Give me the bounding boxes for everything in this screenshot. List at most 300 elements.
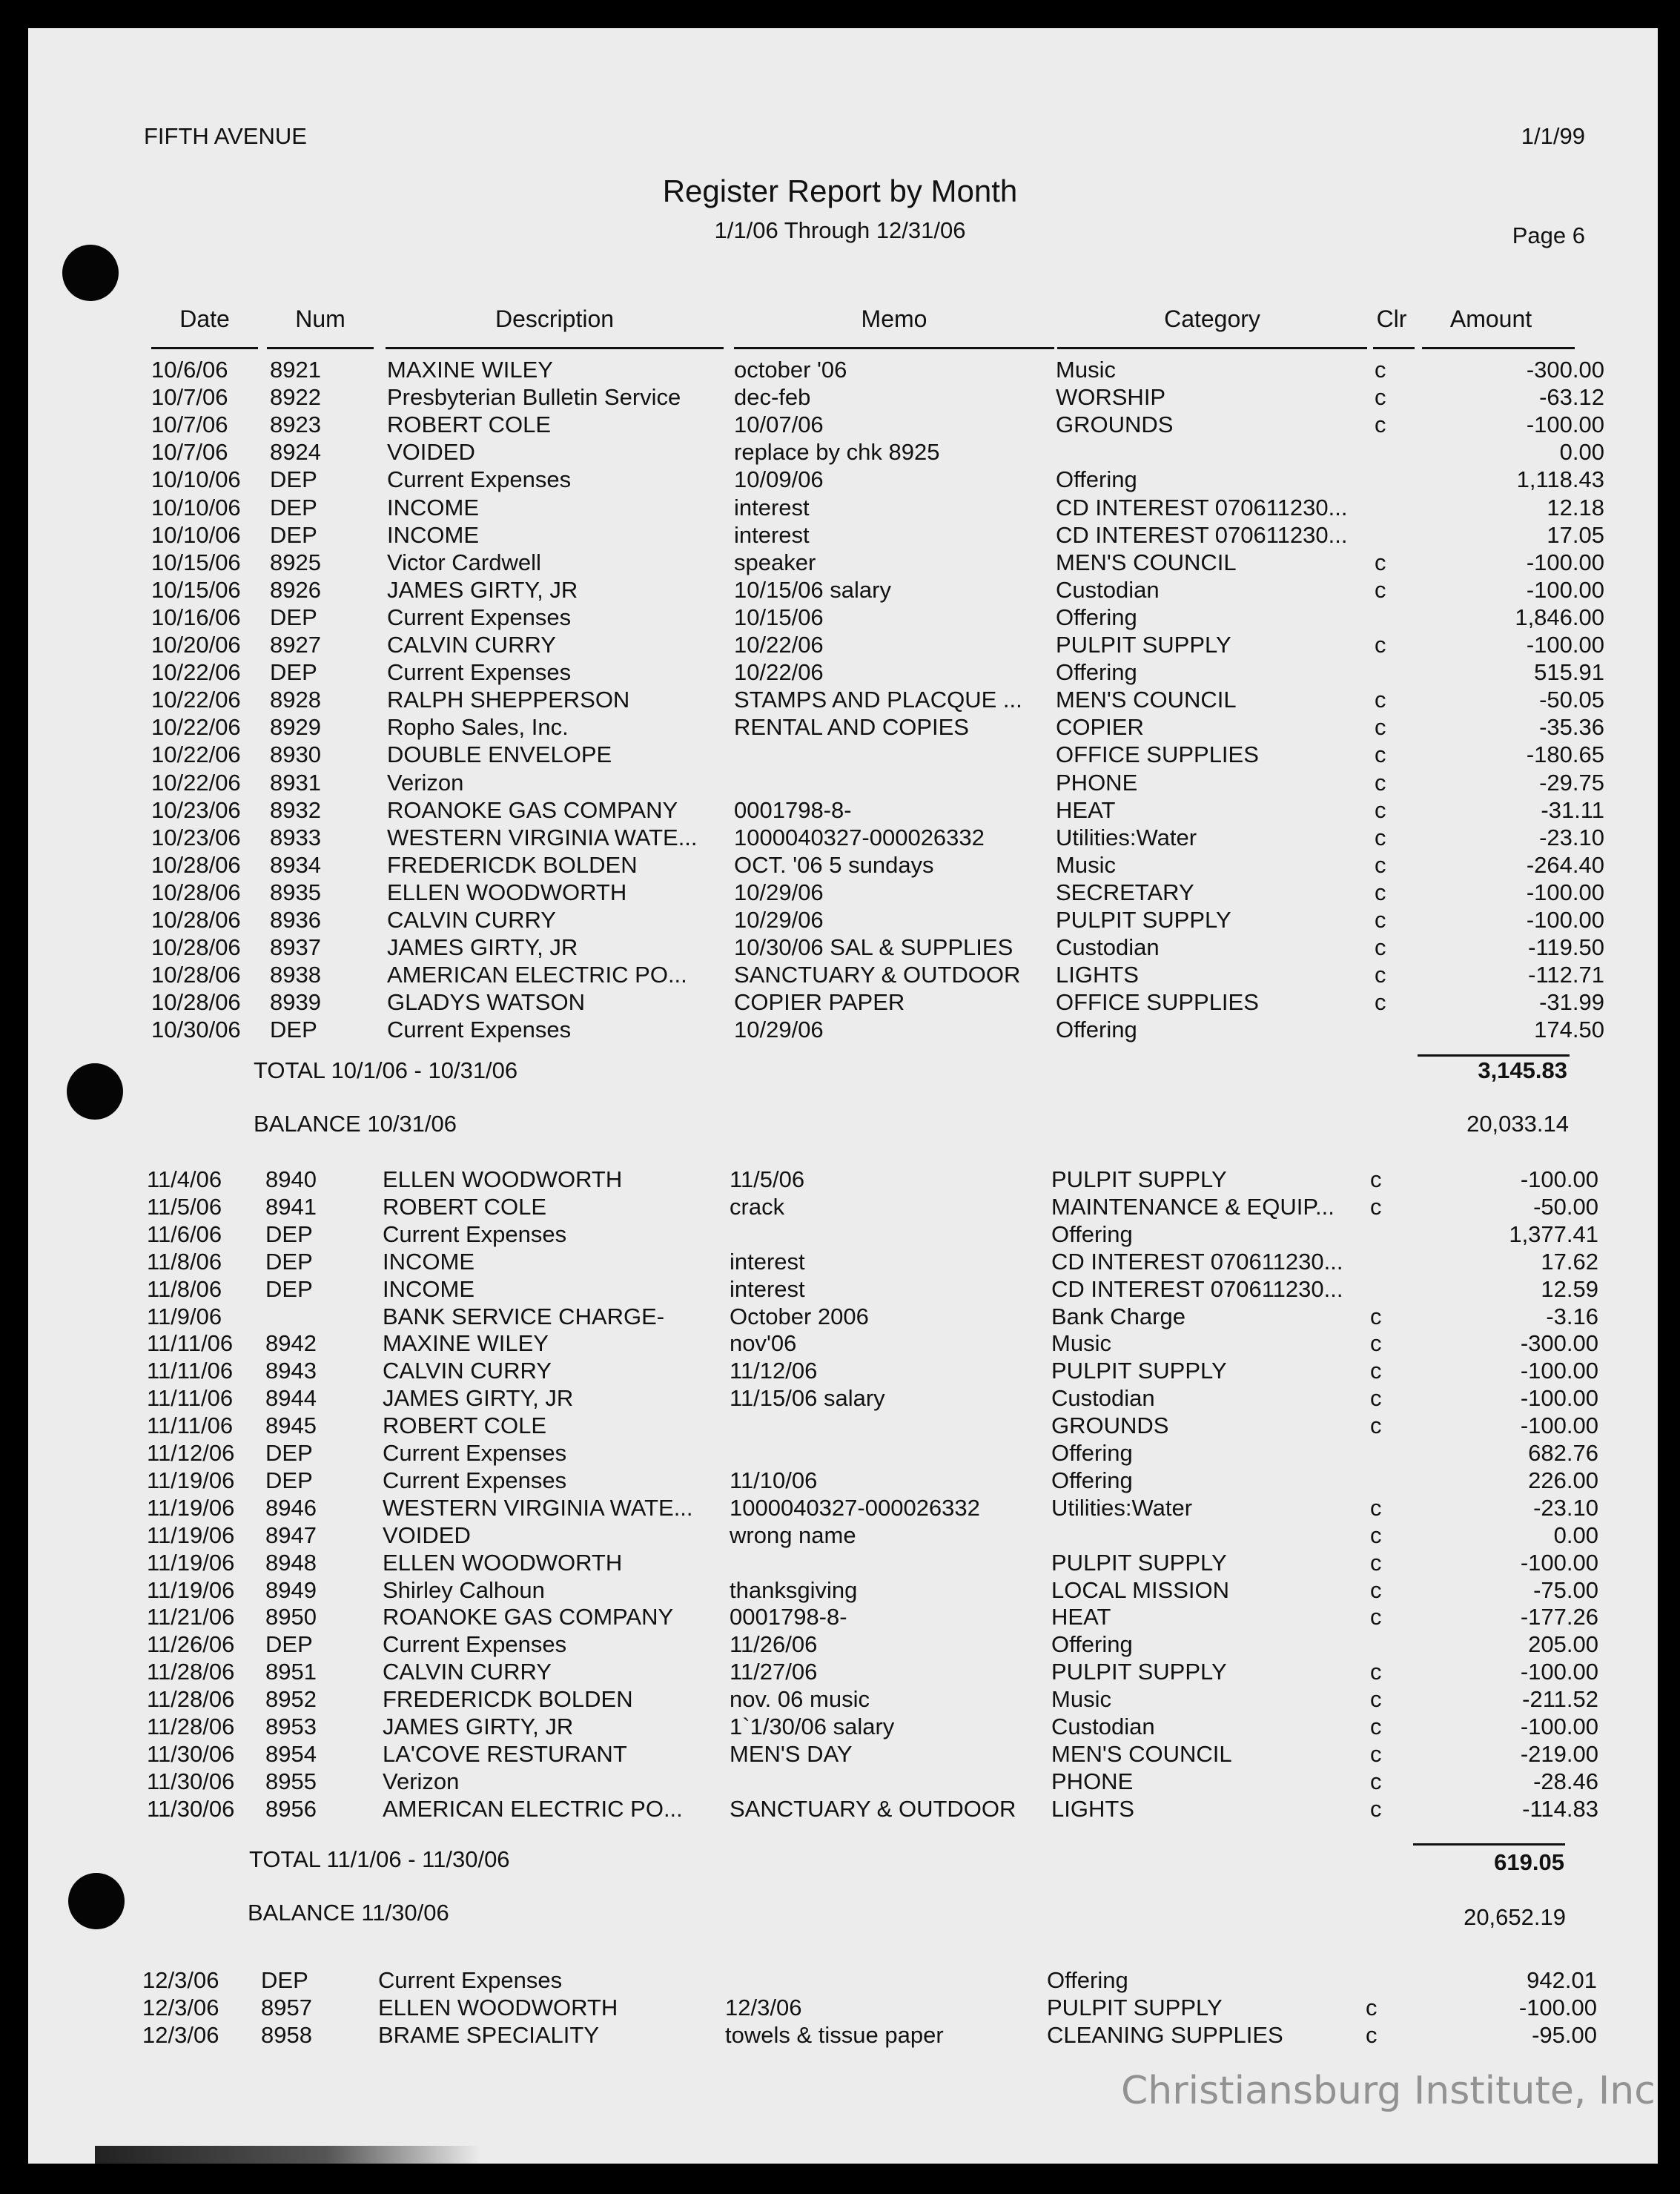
cell-num: 8956	[265, 1795, 317, 1822]
table-row	[147, 1494, 1598, 1521]
october-total-label: TOTAL 10/1/06 - 10/31/06	[254, 1057, 518, 1083]
cell-description: Verizon	[383, 1768, 460, 1794]
cell-clr: c	[1375, 851, 1386, 878]
punch-hole-bottom	[68, 1873, 125, 1929]
cell-date: 10/22/06	[151, 659, 241, 686]
cell-memo: replace by chk 8925	[734, 439, 940, 466]
cell-memo: 11/26/06	[730, 1631, 818, 1658]
cell-date: 11/11/06	[147, 1412, 234, 1439]
cell-memo: 10/09/06	[734, 466, 824, 493]
cell-num: DEP	[265, 1440, 313, 1466]
cell-memo: MEN'S DAY	[730, 1740, 853, 1767]
cell-amount: -100.00	[1526, 412, 1604, 438]
cell-description: ELLEN WOODWORTH	[383, 1549, 623, 1576]
table-row	[147, 1713, 1598, 1740]
table-row	[151, 934, 1604, 961]
cell-num: DEP	[265, 1631, 313, 1658]
cell-amount: 226.00	[1528, 1467, 1598, 1493]
cell-description: Current Expenses	[387, 659, 572, 686]
cell-category: WORSHIP	[1056, 384, 1166, 411]
cell-num: 8951	[265, 1659, 317, 1685]
october-balance-label: BALANCE 10/31/06	[254, 1111, 457, 1137]
cell-num: 8957	[261, 1994, 312, 2020]
cell-clr: c	[1370, 1686, 1382, 1713]
cell-num: DEP	[265, 1248, 313, 1275]
cell-clr: c	[1375, 357, 1386, 383]
cell-clr: c	[1370, 1330, 1382, 1357]
cell-date: 10/28/06	[151, 879, 241, 905]
table-row	[151, 961, 1604, 988]
cell-num: 8941	[265, 1193, 317, 1220]
cell-clr: c	[1375, 962, 1386, 988]
cell-category: LOCAL MISSION	[1051, 1576, 1230, 1603]
cell-category: PULPIT SUPPLY	[1056, 632, 1231, 658]
cell-description: MAXINE WILEY	[383, 1330, 549, 1357]
cell-description: INCOME	[383, 1275, 474, 1302]
cell-num: 8944	[265, 1385, 317, 1412]
cell-num: 8949	[265, 1576, 317, 1603]
header-rule	[151, 347, 258, 349]
cell-clr: c	[1370, 1576, 1382, 1603]
cell-amount: -100.00	[1518, 1994, 1597, 2020]
cell-memo: COPIER PAPER	[734, 989, 905, 1016]
cell-category: COPIER	[1056, 714, 1144, 741]
cell-date: 10/22/06	[151, 714, 241, 741]
cell-category: Custodian	[1051, 1385, 1155, 1412]
cell-clr: c	[1375, 796, 1386, 823]
cell-memo: nov. 06 music	[730, 1686, 870, 1713]
cell-description: ROANOKE GAS COMPANY	[383, 1604, 674, 1630]
cell-memo: OCT. '06 5 sundays	[734, 851, 934, 878]
cell-memo: 10/22/06	[734, 632, 824, 658]
table-row	[147, 1795, 1598, 1823]
cell-category: HEAT	[1056, 796, 1116, 823]
table-row	[147, 1658, 1598, 1685]
cell-date: 10/7/06	[151, 412, 228, 438]
cell-category: PULPIT SUPPLY	[1051, 1166, 1227, 1192]
header-rule	[1057, 347, 1367, 349]
cell-date: 10/10/06	[151, 466, 241, 493]
cell-num: 8929	[270, 714, 321, 741]
cell-date: 10/28/06	[151, 934, 241, 961]
cell-clr: c	[1370, 1494, 1382, 1521]
cell-category: Music	[1056, 851, 1116, 878]
cell-category: Offering	[1051, 1467, 1133, 1493]
table-row	[147, 1576, 1598, 1604]
cell-memo: RENTAL AND COPIES	[734, 714, 969, 741]
column-header-date: Date	[179, 305, 230, 332]
cell-description: BANK SERVICE CHARGE-	[383, 1303, 665, 1329]
november-balance-label: BALANCE 11/30/06	[248, 1900, 449, 1926]
cell-num: 8937	[270, 934, 321, 961]
cell-amount: -23.10	[1539, 824, 1604, 850]
table-row	[151, 686, 1604, 713]
cell-description: Current Expenses	[387, 466, 572, 493]
cell-amount: 1,118.43	[1516, 466, 1604, 493]
cell-date: 11/28/06	[147, 1659, 235, 1685]
cell-memo: 10/29/06	[734, 907, 824, 933]
cell-memo: 10/22/06	[734, 659, 824, 686]
cell-category: PULPIT SUPPLY	[1051, 1358, 1227, 1384]
cell-date: 10/10/06	[151, 521, 241, 548]
cell-amount: 942.01	[1527, 1967, 1597, 1993]
cell-memo: October 2006	[730, 1303, 869, 1329]
cell-num: DEP	[265, 1220, 313, 1247]
cell-category: Offering	[1047, 1967, 1128, 1993]
cell-amount: -100.00	[1520, 1549, 1598, 1576]
cell-category: Offering	[1051, 1631, 1133, 1658]
cell-category: Custodian	[1056, 934, 1160, 961]
cell-num: 8936	[270, 907, 321, 933]
cell-category: LIGHTS	[1056, 962, 1139, 988]
cell-date: 11/11/06	[147, 1358, 234, 1384]
table-row	[151, 494, 1604, 521]
cell-date: 11/30/06	[147, 1795, 235, 1822]
cell-amount: -177.26	[1520, 1604, 1598, 1630]
cell-clr: c	[1370, 1795, 1382, 1822]
cell-memo: 10/15/06 salary	[734, 576, 891, 603]
cell-clr: c	[1375, 741, 1386, 768]
october-balance-amount: 20,033.14	[1466, 1111, 1569, 1137]
print-date: 1/1/99	[1521, 123, 1585, 149]
cell-num: DEP	[265, 1275, 313, 1302]
cell-clr: c	[1375, 384, 1386, 411]
cell-date: 11/26/06	[147, 1631, 235, 1658]
cell-clr: c	[1375, 989, 1386, 1016]
table-row	[147, 1439, 1598, 1467]
report-title: Register Report by Month	[662, 174, 1018, 208]
cell-memo: SANCTUARY & OUTDOOR	[730, 1795, 1016, 1822]
cell-num: 8927	[270, 632, 321, 658]
cell-memo: 0001798-8-	[734, 796, 852, 823]
cell-category: GROUNDS	[1051, 1412, 1169, 1439]
table-row	[147, 1329, 1598, 1357]
table-row	[151, 631, 1604, 658]
cell-amount: -31.99	[1539, 989, 1604, 1016]
cell-num: 8932	[270, 796, 321, 823]
cell-description: BRAME SPECIALITY	[378, 2021, 600, 2048]
table-row	[151, 769, 1604, 796]
cell-amount: -75.00	[1533, 1576, 1598, 1603]
cell-clr: c	[1370, 1768, 1382, 1794]
cell-amount: 205.00	[1528, 1631, 1598, 1658]
cell-amount: -100.00	[1520, 1659, 1598, 1685]
cell-date: 10/22/06	[151, 741, 241, 768]
table-row	[147, 1275, 1598, 1303]
cell-description: VOIDED	[383, 1521, 471, 1548]
cell-category: PHONE	[1051, 1768, 1134, 1794]
cell-amount: -100.00	[1526, 879, 1604, 905]
cell-category: Offering	[1056, 466, 1137, 493]
cell-date: 10/22/06	[151, 687, 241, 713]
cell-memo: 11/15/06 salary	[730, 1385, 885, 1412]
cell-clr: c	[1370, 1412, 1382, 1439]
cell-description: JAMES GIRTY, JR	[383, 1714, 574, 1739]
october-total-amount: 3,145.83	[1478, 1057, 1567, 1083]
cell-num: 8942	[265, 1330, 317, 1357]
cell-num: 8926	[270, 576, 321, 603]
cell-category: CD INTEREST 070611230...	[1056, 521, 1348, 548]
cell-description: ELLEN WOODWORTH	[383, 1166, 623, 1192]
cell-num: 8925	[270, 549, 321, 575]
cell-amount: -300.00	[1520, 1330, 1598, 1357]
cell-num: DEP	[270, 659, 317, 686]
cell-amount: -95.00	[1532, 2021, 1597, 2048]
cell-amount: -100.00	[1520, 1714, 1598, 1739]
cell-memo: 0001798-8-	[730, 1604, 847, 1630]
cell-date: 11/9/06	[147, 1303, 222, 1329]
cell-category: MEN'S COUNCIL	[1056, 549, 1237, 575]
cell-date: 11/19/06	[147, 1494, 235, 1521]
cell-num: DEP	[270, 466, 317, 493]
punch-hole-top	[62, 245, 119, 301]
cell-category: Offering	[1056, 1017, 1137, 1043]
cell-description: Verizon	[387, 769, 464, 796]
cell-clr: c	[1370, 1549, 1382, 1576]
cell-category: PULPIT SUPPLY	[1051, 1549, 1227, 1576]
table-row	[142, 1994, 1597, 2021]
cell-category: LIGHTS	[1051, 1795, 1134, 1822]
scan-edge-smudge	[95, 2146, 480, 2164]
cell-date: 10/7/06	[151, 439, 228, 466]
table-row	[147, 1549, 1598, 1576]
cell-memo: interest	[730, 1248, 805, 1275]
cell-amount: -100.00	[1520, 1385, 1598, 1412]
cell-num: DEP	[265, 1467, 313, 1493]
cell-amount: 17.62	[1541, 1248, 1598, 1275]
cell-description: Ropho Sales, Inc.	[387, 714, 569, 741]
cell-date: 10/10/06	[151, 494, 241, 521]
cell-clr: c	[1370, 1521, 1382, 1548]
cell-memo: speaker	[734, 549, 816, 575]
cell-memo: interest	[730, 1275, 805, 1302]
cell-amount: -28.46	[1533, 1768, 1598, 1794]
cell-description: Presbyterian Bulletin Service	[387, 384, 681, 411]
cell-category: PHONE	[1056, 769, 1138, 796]
cell-category: Offering	[1051, 1220, 1133, 1247]
cell-amount: -100.00	[1520, 1166, 1598, 1192]
cell-description: Current Expenses	[383, 1220, 567, 1247]
cell-memo: october '06	[734, 357, 847, 383]
table-row	[151, 411, 1604, 438]
table-row	[147, 1412, 1598, 1439]
table-row	[147, 1768, 1598, 1795]
cell-category: Custodian	[1051, 1714, 1155, 1739]
cell-category: CD INTEREST 070611230...	[1051, 1248, 1343, 1275]
cell-num: 8948	[265, 1549, 317, 1576]
cell-description: ROBERT COLE	[383, 1412, 547, 1439]
table-row	[147, 1303, 1598, 1330]
table-row	[147, 1630, 1598, 1658]
cell-date: 11/28/06	[147, 1714, 235, 1739]
cell-amount: -300.00	[1526, 357, 1604, 383]
cell-date: 12/3/06	[142, 1994, 219, 2020]
cell-memo: crack	[730, 1193, 785, 1220]
cell-category: OFFICE SUPPLIES	[1056, 989, 1259, 1016]
cell-date: 11/30/06	[147, 1740, 235, 1767]
watermark: Christiansburg Institute, Inc	[1121, 2069, 1656, 2113]
cell-amount: 12.18	[1547, 494, 1604, 521]
cell-date: 11/19/06	[147, 1576, 235, 1603]
cell-description: CALVIN CURRY	[387, 632, 556, 658]
cell-amount: -50.05	[1539, 687, 1604, 713]
cell-date: 10/28/06	[151, 962, 241, 988]
cell-clr: c	[1375, 769, 1386, 796]
cell-date: 11/19/06	[147, 1467, 235, 1493]
table-row	[151, 438, 1604, 466]
cell-clr: c	[1370, 1604, 1382, 1630]
cell-description: MAXINE WILEY	[387, 357, 553, 383]
cell-date: 11/8/06	[147, 1275, 222, 1302]
cell-amount: 0.00	[1553, 1521, 1598, 1548]
cell-clr: c	[1370, 1714, 1382, 1739]
cell-clr: c	[1375, 576, 1386, 603]
cell-clr: c	[1375, 632, 1386, 658]
cell-num: 8921	[270, 357, 321, 383]
cell-description: CALVIN CURRY	[383, 1358, 552, 1384]
cell-memo: 10/15/06	[734, 604, 824, 630]
cell-description: CALVIN CURRY	[387, 907, 556, 933]
cell-date: 11/21/06	[147, 1604, 235, 1630]
cell-category: MEN'S COUNCIL	[1051, 1740, 1232, 1767]
cell-date: 11/30/06	[147, 1768, 235, 1794]
cell-description: Current Expenses	[387, 604, 572, 630]
cell-description: ELLEN WOODWORTH	[387, 879, 627, 905]
november-total-label: TOTAL 11/1/06 - 11/30/06	[249, 1846, 510, 1872]
cell-date: 11/11/06	[147, 1330, 234, 1357]
cell-date: 10/23/06	[151, 796, 241, 823]
november-total-rule	[1413, 1843, 1565, 1846]
column-header-category: Category	[1164, 305, 1260, 332]
cell-amount: -100.00	[1520, 1358, 1598, 1384]
cell-memo: STAMPS AND PLACQUE ...	[734, 687, 1022, 713]
cell-memo: 10/29/06	[734, 879, 824, 905]
cell-category: OFFICE SUPPLIES	[1056, 741, 1259, 768]
cell-clr: c	[1370, 1166, 1382, 1192]
cell-date: 11/11/06	[147, 1385, 234, 1412]
cell-num: DEP	[270, 521, 317, 548]
cell-memo: 11/12/06	[730, 1358, 818, 1384]
cell-date: 10/15/06	[151, 549, 241, 575]
cell-clr: c	[1370, 1385, 1382, 1412]
cell-num: 8928	[270, 687, 321, 713]
cell-num: 8958	[261, 2021, 312, 2048]
cell-date: 10/16/06	[151, 604, 241, 630]
table-row	[147, 1467, 1598, 1494]
header-rule	[734, 347, 1054, 349]
table-row	[151, 356, 1604, 383]
cell-description: JAMES GIRTY, JR	[387, 934, 578, 961]
cell-description: Current Expenses	[387, 1017, 572, 1043]
cell-num: 8922	[270, 384, 321, 411]
cell-num: 8931	[270, 769, 321, 796]
table-row	[151, 906, 1604, 934]
cell-date: 12/3/06	[142, 1967, 219, 1993]
cell-category: Bank Charge	[1051, 1303, 1185, 1329]
table-row	[151, 988, 1604, 1016]
cell-date: 10/7/06	[151, 384, 228, 411]
cell-clr: c	[1375, 907, 1386, 933]
punch-hole-middle	[67, 1063, 123, 1120]
column-header-clr: Clr	[1376, 305, 1407, 332]
cell-amount: 12.59	[1541, 1275, 1598, 1302]
document-page	[28, 28, 1658, 2164]
cell-description: RALPH SHEPPERSON	[387, 687, 630, 713]
cell-memo: SANCTUARY & OUTDOOR	[734, 962, 1021, 988]
table-row	[151, 383, 1604, 411]
cell-description: WESTERN VIRGINIA WATE...	[387, 824, 698, 850]
cell-clr: c	[1375, 687, 1386, 713]
cell-description: ROANOKE GAS COMPANY	[387, 796, 678, 823]
cell-category: MAINTENANCE & EQUIP...	[1051, 1193, 1335, 1220]
cell-amount: -3.16	[1546, 1303, 1598, 1329]
cell-amount: -100.00	[1526, 907, 1604, 933]
header-rule	[267, 347, 374, 349]
cell-description: CALVIN CURRY	[383, 1659, 552, 1685]
cell-num: 8946	[265, 1494, 317, 1521]
cell-memo: 11/10/06	[730, 1467, 818, 1493]
table-row	[147, 1248, 1598, 1275]
cell-date: 11/12/06	[147, 1440, 235, 1466]
cell-category: Utilities:Water	[1051, 1494, 1193, 1521]
cell-description: AMERICAN ELECTRIC PO...	[387, 962, 687, 988]
cell-memo: 11/27/06	[730, 1659, 818, 1685]
cell-clr: c	[1370, 1303, 1382, 1329]
cell-memo: 12/3/06	[725, 1994, 802, 2020]
cell-num: 8938	[270, 962, 321, 988]
cell-category: MEN'S COUNCIL	[1056, 687, 1237, 713]
cell-amount: -100.00	[1526, 576, 1604, 603]
cell-clr: c	[1370, 1659, 1382, 1685]
cell-category: Utilities:Water	[1056, 824, 1197, 850]
cell-num: 8940	[265, 1166, 317, 1192]
cell-amount: 17.05	[1547, 521, 1604, 548]
cell-amount: -264.40	[1526, 851, 1604, 878]
cell-memo: dec-feb	[734, 384, 811, 411]
cell-description: GLADYS WATSON	[387, 989, 585, 1016]
cell-amount: -50.00	[1533, 1193, 1598, 1220]
cell-memo: 10/07/06	[734, 412, 824, 438]
cell-memo: 11/5/06	[730, 1166, 805, 1192]
cell-date: 11/19/06	[147, 1521, 235, 1548]
cell-date: 10/28/06	[151, 907, 241, 933]
column-header-memo: Memo	[861, 305, 927, 332]
cell-clr: c	[1375, 824, 1386, 850]
table-row	[151, 466, 1604, 493]
cell-amount: -114.83	[1522, 1795, 1598, 1822]
cell-category: SECRETARY	[1056, 879, 1194, 905]
cell-clr: c	[1375, 714, 1386, 741]
cell-amount: -35.36	[1539, 714, 1604, 741]
cell-memo: interest	[734, 521, 810, 548]
cell-category: Music	[1056, 357, 1116, 383]
table-row	[151, 851, 1604, 879]
cell-amount: 174.50	[1534, 1017, 1604, 1043]
table-row	[151, 879, 1604, 906]
table-row	[142, 2021, 1597, 2049]
cell-num: 8943	[265, 1358, 317, 1384]
column-header-num: Num	[295, 305, 345, 332]
cell-category: PULPIT SUPPLY	[1047, 1994, 1223, 2020]
cell-memo: interest	[734, 494, 810, 521]
cell-date: 10/22/06	[151, 769, 241, 796]
cell-date: 10/30/06	[151, 1017, 241, 1043]
cell-num: 8955	[265, 1768, 317, 1794]
table-row	[151, 576, 1604, 604]
cell-category: PULPIT SUPPLY	[1056, 907, 1231, 933]
cell-amount: -119.50	[1528, 934, 1604, 961]
cell-date: 11/5/06	[147, 1193, 222, 1220]
